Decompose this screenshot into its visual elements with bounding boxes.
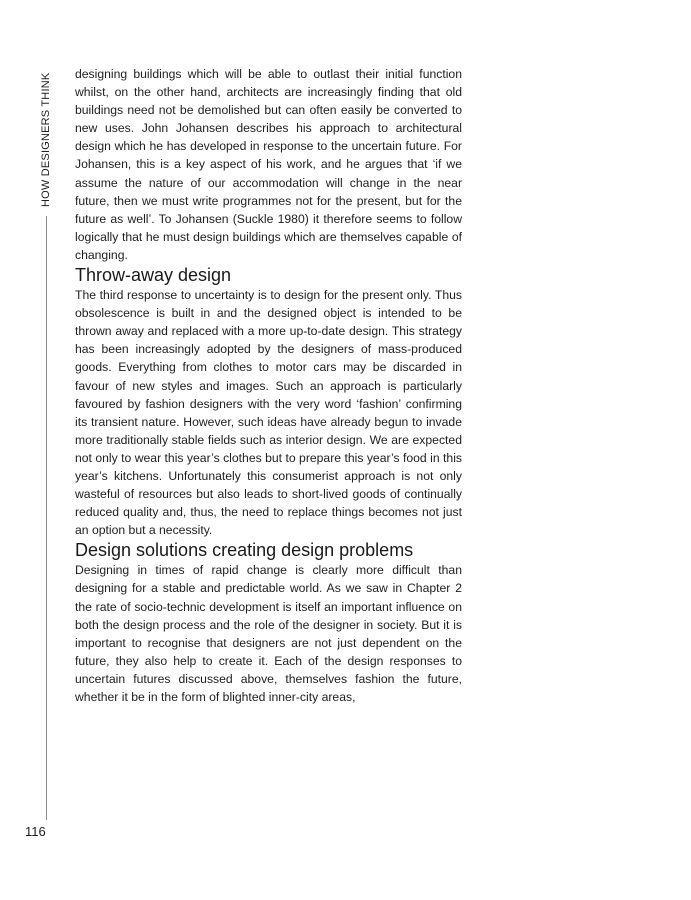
section-heading-throw-away-design: Throw-away design xyxy=(75,265,232,286)
paragraph-3: Designing in times of rapid change is clearly more difficult than designing for a stable and predictable world. As we saw in Chapter 2 the rate of socio-technic development is itself an important influence on both the design process and the role of the designer in society. But it is important to recognise that designers are not just dependent on the future, they also help to create it. Each of the design responses to uncertain futures discussed above, themselves fashion the future, whether it be in the form of blighted inner-city areas, xyxy=(75,563,462,704)
paragraph-2: The third response to uncertainty is to design for the present only. Thus obsolescence is built in and the designed object is intended to be thrown away and replaced with a more up-to-date design. This strategy has been increasingly adopted by the designers of mass-produced goods. Everything from clothes to motor cars may be discarded in favour of new styles and images. Such an approach is particularly favoured by fashion designers with the very word ‘fashion’ confirming its transient nature. However, such ideas have already begun to invade more traditionally stable fields such as interior design. We are expected not only to wear this year’s clothes but to prepare this year’s food in this year’s kitchens. Unfortunately this consumerist approach is not only wasteful of resources but also leads to short-lived goods of continually reduced quality and, thus, the need to replace things becomes not just an option but a necessity. xyxy=(75,288,462,538)
section-heading-design-solutions: Design solutions creating design problems xyxy=(75,540,414,561)
margin-rule xyxy=(46,216,47,820)
running-head-text: HOW DESIGNERS THINK xyxy=(40,72,52,207)
running-head xyxy=(39,62,53,207)
page-number: 116 xyxy=(25,824,46,839)
text-column xyxy=(75,65,462,706)
paragraph-1: designing buildings which will be able to outlast their initial function whilst, on the other hand, architects are increasingly finding that old buildings need not be demolished but can often easily be converted to new uses. John Johansen describes his approach to architectural design which he has developed in response to the uncertain future. For Johansen, this is a key aspect of his work, and he argues that ‘if we assume the nature of our accommodation will change in the near future, then we must write programmes not for the present, but for the future as well’. To Johansen (Suckle 1980) it therefore seems to follow logically that he must design buildings which are themselves capable of changing. xyxy=(75,67,462,262)
